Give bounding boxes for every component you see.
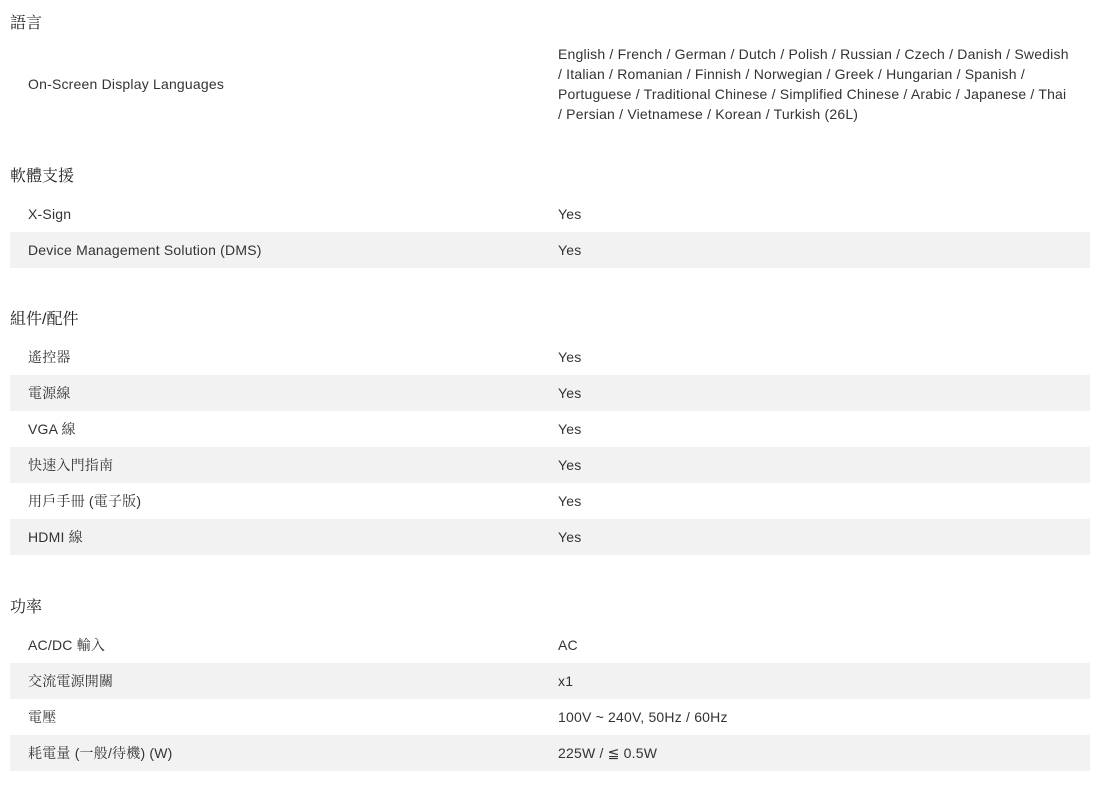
spec-value: Yes [558, 493, 582, 509]
spec-value: Yes [558, 349, 582, 365]
section-title-software-support: 軟體支援 [10, 168, 75, 185]
spec-row-dms [10, 232, 1090, 268]
spec-label: 耗電量 (一般/待機) (W) [28, 745, 173, 761]
spec-row-power-consumption [10, 735, 1090, 771]
section-title-power: 功率 [10, 599, 43, 616]
section-title-language: 語言 [10, 15, 43, 32]
spec-row-user-manual [10, 483, 1090, 519]
spec-row-osd-languages [10, 44, 1090, 124]
spec-row-x-sign [10, 196, 1090, 232]
spec-label: Device Management Solution (DMS) [28, 242, 262, 258]
spec-label: 電壓 [28, 709, 57, 725]
section-title-accessories: 組件/配件 [10, 311, 79, 328]
spec-row-ac-dc-input [10, 627, 1090, 663]
spec-row-hdmi-cable [10, 519, 1090, 555]
spec-row-remote-control [10, 339, 1090, 375]
spec-value: Yes [558, 529, 582, 545]
spec-label: 用戶手冊 (電子版) [28, 493, 142, 509]
spec-value: 100V ~ 240V, 50Hz / 60Hz [558, 709, 728, 725]
spec-value: Yes [558, 242, 582, 258]
spec-label: 電源線 [28, 385, 71, 401]
spec-value: Yes [558, 206, 582, 222]
spec-label: VGA 線 [28, 421, 76, 437]
spec-value: AC [558, 637, 578, 653]
spec-row-voltage [10, 699, 1090, 735]
spec-label: On-Screen Display Languages [28, 76, 225, 92]
spec-label: 快速入門指南 [28, 457, 114, 473]
spec-value: English / French / German / Dutch / Polish / Russian / Czech / Danish / Swedish / Italian / Romanian / Finnish / Norwegian / Greek / Hungarian / Spanish / Portuguese / Traditional Chinese / Simplified Chinese / Arabic / Japanese / Thai / Persian / Vietnamese / Korean / Turkish (26L) [558, 46, 1069, 122]
spec-row-ac-power-switch [10, 663, 1090, 699]
spec-label: HDMI 線 [28, 529, 83, 545]
spec-value: 225W / ≦ 0.5W [558, 745, 658, 761]
spec-label: 交流電源開關 [28, 673, 114, 689]
spec-label: AC/DC 輸入 [28, 637, 106, 653]
spec-value: x1 [558, 673, 574, 689]
spec-value: Yes [558, 421, 582, 437]
spec-row-quick-start-guide [10, 447, 1090, 483]
spec-value: Yes [558, 457, 582, 473]
spec-value: Yes [558, 385, 582, 401]
spec-row-vga-cable [10, 411, 1090, 447]
spec-row-power-cord [10, 375, 1090, 411]
spec-label: 遙控器 [28, 349, 71, 365]
spec-label: X-Sign [28, 206, 72, 222]
